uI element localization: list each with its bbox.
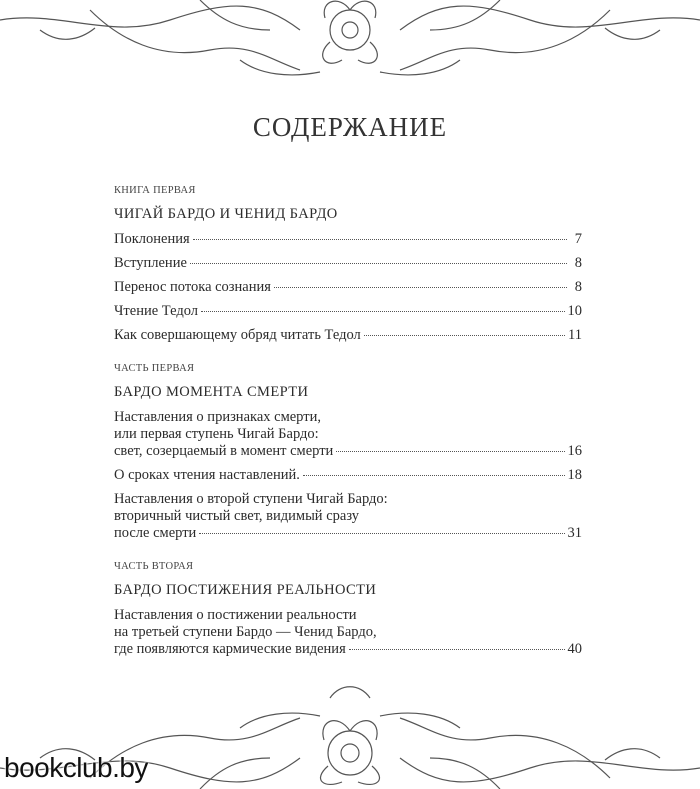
- entry-title-line: или первая ступень Чигай Бардо:: [114, 426, 319, 442]
- toc-entry[interactable]: [114, 231, 582, 248]
- dot-leader: [201, 311, 565, 312]
- entry-title: Как совершающему обряд читать Тедол: [114, 327, 361, 343]
- entry-page-number: 18: [567, 467, 582, 483]
- entry-page-number: 8: [574, 279, 582, 295]
- watermark: bookclub.by: [4, 752, 148, 783]
- entry-title-line: после смерти: [114, 525, 197, 541]
- entry-page-number: 40: [567, 641, 582, 657]
- section-heading: БАРДО МОМЕНТА СМЕРТИ: [114, 384, 309, 400]
- dot-leader: [199, 533, 564, 534]
- entry-page-number: 7: [574, 231, 582, 247]
- entry-title-line: вторичный чистый свет, видимый сразу: [114, 508, 359, 524]
- entry-title: Вступление: [114, 255, 187, 271]
- dot-leader: [336, 451, 564, 452]
- entry-title-line: Наставления о второй ступени Чигай Бардо:: [114, 491, 388, 507]
- entry-title: О сроках чтения наставлений.: [114, 467, 300, 483]
- entry-page-number: 10: [567, 303, 582, 319]
- entry-title-line: на третьей ступени Бардо — Ченид Бардо,: [114, 624, 377, 640]
- toc-entry[interactable]: [114, 607, 582, 658]
- toc-entry[interactable]: [114, 255, 582, 272]
- toc-section-3: [114, 560, 582, 658]
- table-of-contents: [114, 184, 582, 658]
- page-title: СОДЕРЖАНИЕ: [252, 112, 448, 142]
- entry-page-number: 31: [567, 525, 582, 541]
- dot-leader: [193, 239, 567, 240]
- dot-leader: [190, 263, 567, 264]
- entry-page-number: 11: [568, 327, 582, 343]
- entry-title-line: Наставления о постижении реальности: [114, 607, 357, 623]
- section-label: ЧАСТЬ ПЕРВАЯ: [114, 363, 195, 374]
- entry-title-line: где появляются кармические видения: [114, 641, 346, 657]
- section-label: ЧАСТЬ ВТОРАЯ: [114, 561, 194, 572]
- section-heading: ЧИГАЙ БАРДО И ЧЕНИД БАРДО: [114, 206, 338, 222]
- toc-section-2: [114, 362, 582, 542]
- toc-section-1: [114, 184, 582, 344]
- section-heading: БАРДО ПОСТИЖЕНИЯ РЕАЛЬНОСТИ: [114, 582, 377, 598]
- entry-page-number: 8: [574, 255, 582, 271]
- entry-title: Перенос потока сознания: [114, 279, 271, 295]
- dot-leader: [303, 475, 565, 476]
- toc-entry[interactable]: [114, 409, 582, 460]
- entry-title-line: свет, созерцаемый в момент смерти: [114, 443, 334, 459]
- dot-leader: [349, 649, 565, 650]
- floral-ornament-top: [0, 0, 700, 80]
- dot-leader: [364, 335, 565, 336]
- toc-entry[interactable]: [114, 327, 582, 344]
- toc-entry[interactable]: [114, 279, 582, 296]
- dot-leader: [274, 287, 567, 288]
- toc-entry[interactable]: [114, 303, 582, 320]
- toc-entry[interactable]: [114, 467, 582, 484]
- entry-page-number: 16: [567, 443, 582, 459]
- entry-title-line: Наставления о признаках смерти,: [114, 409, 321, 425]
- toc-entry[interactable]: [114, 491, 582, 542]
- entry-title: Чтение Тедол: [114, 303, 198, 319]
- section-label: КНИГА ПЕРВАЯ: [114, 185, 196, 196]
- entry-title: Поклонения: [114, 231, 190, 247]
